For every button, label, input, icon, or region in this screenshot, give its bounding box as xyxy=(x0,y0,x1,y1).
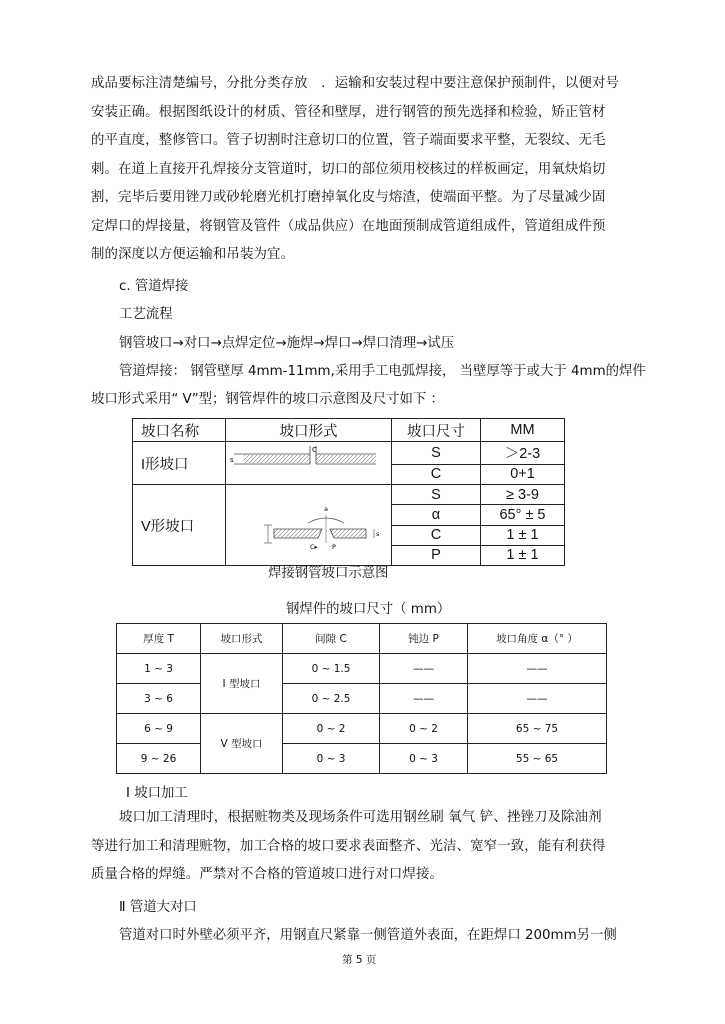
weld-description-line: 坡口形式采用“ V”型；钢管焊件的坡口示意图及尺寸如下 ： xyxy=(91,392,444,407)
dim-symbol: C xyxy=(392,464,481,484)
text-line: 质量合格的焊缝。严禁对不合格的管道坡口进行对口焊接。 xyxy=(91,867,444,882)
page-footer: 第 5 页 xyxy=(342,954,377,966)
table2-title: 钢焊件的坡口尺寸（ mm） xyxy=(286,602,451,617)
groove-dimension-table xyxy=(116,623,607,774)
table-cell: —— xyxy=(380,684,468,714)
process-title: 工艺流程 xyxy=(119,307,173,322)
table-cell: —— xyxy=(468,654,607,684)
table-cell: V 型坡口 xyxy=(201,714,283,774)
table-cell: 9 ~ 26 xyxy=(117,744,201,774)
section-heading-c: c. 管道焊接 xyxy=(119,279,189,294)
table-cell: —— xyxy=(468,684,607,714)
diagram-label: C xyxy=(312,446,317,454)
table-cell: 55 ~ 65 xyxy=(468,744,607,774)
table-cell: 0 ~ 2 xyxy=(380,714,468,744)
text-line: 安装正确。根据图纸设计的材质、管径和壁厚，进行钢管的预先选择和检验，矫正管材 xyxy=(91,104,606,120)
weld-description-line: 管道焊接： 钢管壁厚 4mm-11mm,采用手工电弧焊接， 当壁厚等于或大于 4mm的焊件 xyxy=(119,364,646,379)
i-groove-diagram xyxy=(226,442,392,485)
table-header: 厚度 T xyxy=(117,624,201,654)
table-cell: 0 ~ 2 xyxy=(283,714,380,744)
text-line: 等进行加工和清理赃物，加工合格的坡口要求表面整齐、光洁、宽窄一致，能有利获得 xyxy=(91,838,606,854)
dim-symbol: C xyxy=(392,525,481,545)
dim-value: 1 ± 1 xyxy=(481,525,565,545)
section-heading-ii: Ⅱ 管道大对口 xyxy=(119,900,197,915)
dim-value: 0+1 xyxy=(481,464,565,484)
dim-symbol: α xyxy=(392,505,481,525)
diagram-label: P xyxy=(332,543,336,551)
table-cell: —— xyxy=(380,654,468,684)
table-header: 钝边 P xyxy=(380,624,468,654)
groove-name: V形坡口 xyxy=(133,485,226,566)
table-header: MM xyxy=(481,419,565,442)
groove-type-table xyxy=(132,418,565,566)
table-cell: 6 ~ 9 xyxy=(117,714,201,744)
diagram-label: a xyxy=(324,505,328,513)
dim-value: 1 ± 1 xyxy=(481,545,565,565)
table-header: 坡口名称 xyxy=(133,419,226,442)
table-header: 坡口形式 xyxy=(201,624,283,654)
table-cell: 0 ~ 3 xyxy=(283,744,380,774)
v-groove-diagram xyxy=(226,485,392,566)
dim-symbol: S xyxy=(392,442,481,465)
groove-processing-paragraph xyxy=(91,804,651,890)
table-header: 坡口形式 xyxy=(226,419,392,442)
table-cell: 0 ~ 3 xyxy=(380,744,468,774)
diagram-label: s xyxy=(376,530,380,538)
dim-symbol: P xyxy=(392,545,481,565)
table-header: 坡口角度 α（° ） xyxy=(468,624,607,654)
table-cell: 1 ~ 3 xyxy=(117,654,201,684)
dim-value: ＞2-3 xyxy=(481,442,565,465)
text-line: 坡口加工清理时，根据赃物类及现场条件可选用钢丝刷 氧气 铲、挫锉刀及除油剂 xyxy=(119,810,602,825)
process-flow: 钢管坡口→对口→点焊定位→施焊→焊口→焊口清理→试压 xyxy=(119,336,455,351)
table-cell: 3 ~ 6 xyxy=(117,684,201,714)
intro-paragraph xyxy=(91,70,651,270)
table-header: 坡口尺寸 xyxy=(392,419,481,442)
table-cell: 65 ~ 75 xyxy=(468,714,607,744)
table1-caption: 焊接钢管坡口示意图 xyxy=(268,566,389,581)
alignment-paragraph: 管道对口时外壁必须平齐，用钢直尺紧靠一侧管道外表面，在距焊口 200mm另一侧 xyxy=(119,928,617,943)
diagram-label: C▸ xyxy=(310,543,318,551)
text-line: 制的深度以方便运输和吊装为宜。 xyxy=(91,247,295,262)
section-heading-i: Ⅰ 坡口加工 xyxy=(126,786,188,801)
text-line: 定焊口的焊接量，将钢管及管件（成品供应）在地面预制成管道组成件，管道组成件预 xyxy=(91,218,606,234)
dim-symbol: S xyxy=(392,485,481,505)
table-cell: 0 ~ 1.5 xyxy=(283,654,380,684)
text-line: 刺。在道上直接开孔焊接分支管道时，切口的部位须用校核过的样板画定，用氧炔焰切 xyxy=(91,161,606,177)
dim-value: 65° ± 5 xyxy=(481,505,565,525)
table-header: 间隙 C xyxy=(283,624,380,654)
diagram-label: s xyxy=(230,456,234,464)
text-line: 成品要标注清楚编号，分批分类存放 ．运输和安装过程中要注意保护预制件，以便对号 xyxy=(91,76,620,91)
table-cell: I 型坡口 xyxy=(201,654,283,714)
text-line: 割，完毕后要用锉刀或砂轮磨光机打磨掉氧化皮与熔渣，使端面平整。为了尽量减少固 xyxy=(91,190,606,205)
table-cell: 0 ~ 2.5 xyxy=(283,684,380,714)
groove-name: I形坡口 xyxy=(133,442,226,485)
dim-value: ≥ 3-9 xyxy=(481,485,565,505)
text-line: 的平直度，整修管口。管子切割时注意切口的位置，管子端面要求平整，无裂纹、无毛 xyxy=(91,133,606,148)
